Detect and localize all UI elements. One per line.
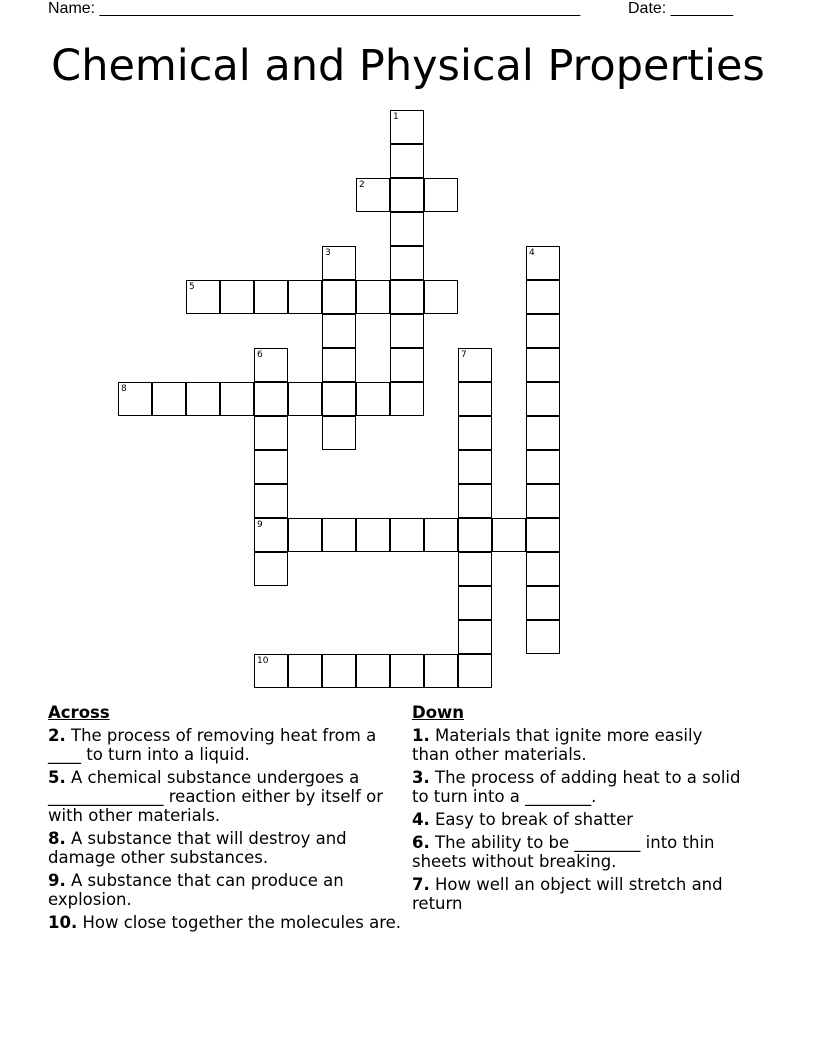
clue-number: 10. (48, 913, 78, 932)
cell-number: 2 (359, 180, 365, 190)
crossword-cell[interactable] (526, 552, 560, 586)
crossword-cell[interactable] (458, 348, 492, 382)
crossword-cell[interactable] (254, 654, 288, 688)
clue-number: 6. (412, 833, 430, 852)
crossword-cell[interactable] (390, 280, 424, 314)
crossword-cell[interactable] (152, 382, 186, 416)
crossword-cell[interactable] (526, 484, 560, 518)
crossword-cell[interactable] (254, 280, 288, 314)
crossword-cell[interactable] (288, 518, 322, 552)
crossword-cell[interactable] (390, 348, 424, 382)
crossword-cell[interactable] (322, 280, 356, 314)
cell-number: 3 (325, 248, 331, 258)
crossword-cell[interactable] (288, 280, 322, 314)
crossword-cell[interactable] (526, 382, 560, 416)
crossword-cell[interactable] (526, 348, 560, 382)
crossword-cell[interactable] (322, 654, 356, 688)
cell-number: 1 (393, 112, 399, 122)
clue-number: 8. (48, 829, 66, 848)
crossword-cell[interactable] (424, 654, 458, 688)
crossword-cell[interactable] (322, 348, 356, 382)
crossword-cell[interactable] (458, 620, 492, 654)
clue-text: A substance that can produce an explosion. (48, 871, 344, 909)
clue-across (48, 829, 404, 867)
crossword-cell[interactable] (356, 518, 390, 552)
clue-text: A substance that will destroy and damage other substances. (48, 829, 347, 867)
down-heading: Down (412, 703, 465, 722)
clue-text: Easy to break of shatter (429, 810, 634, 829)
clue-text: The ability to be ________ into thin sheets without breaking. (412, 833, 715, 871)
crossword-cell[interactable] (424, 280, 458, 314)
crossword-cell[interactable] (526, 246, 560, 280)
date-label: Date: _______ (628, 0, 733, 17)
across-heading: Across (48, 703, 110, 722)
crossword-cell[interactable] (118, 382, 152, 416)
clue-down (412, 726, 742, 764)
clue-number: 9. (48, 871, 66, 890)
clue-text: The process of adding heat to a solid to turn into a ________. (412, 768, 741, 806)
crossword-cell[interactable] (424, 178, 458, 212)
crossword-cell[interactable] (492, 518, 526, 552)
crossword-cell[interactable] (424, 518, 458, 552)
clue-down (412, 875, 742, 913)
crossword-cell[interactable] (390, 382, 424, 416)
crossword-cell[interactable] (254, 552, 288, 586)
crossword-cell[interactable] (186, 382, 220, 416)
crossword-cell[interactable] (526, 450, 560, 484)
cell-number: 8 (121, 384, 127, 394)
crossword-cell[interactable] (322, 518, 356, 552)
crossword-cell[interactable] (458, 654, 492, 688)
crossword-cell[interactable] (526, 620, 560, 654)
crossword-cell[interactable] (458, 484, 492, 518)
crossword-cell[interactable] (288, 382, 322, 416)
clue-across (48, 871, 404, 909)
crossword-cell[interactable] (220, 280, 254, 314)
crossword-cell[interactable] (254, 382, 288, 416)
crossword-cell[interactable] (390, 314, 424, 348)
clue-down (412, 833, 742, 871)
down-clues (412, 700, 742, 917)
crossword-cell[interactable] (526, 416, 560, 450)
crossword-cell[interactable] (526, 518, 560, 552)
crossword-cell[interactable] (186, 280, 220, 314)
clue-number: 3. (412, 768, 430, 787)
cell-number: 10 (257, 656, 269, 666)
clue-text: How close together the molecules are. (77, 913, 402, 932)
clue-across (48, 768, 404, 825)
clue-across (48, 726, 404, 764)
clue-text: Materials that ignite more easily than other materials. (412, 726, 703, 764)
crossword-cell[interactable] (458, 416, 492, 450)
crossword-cell[interactable] (254, 348, 288, 382)
crossword-cell[interactable] (254, 416, 288, 450)
crossword-cell[interactable] (356, 382, 390, 416)
name-label: Name: ______________________________________________________ (48, 0, 581, 17)
cell-number: 5 (189, 282, 195, 292)
clue-number: 4. (412, 810, 430, 829)
crossword-cell[interactable] (288, 654, 322, 688)
crossword-cell[interactable] (390, 518, 424, 552)
crossword-cell[interactable] (526, 280, 560, 314)
crossword-cell[interactable] (526, 314, 560, 348)
across-clues (48, 700, 404, 936)
crossword-cell[interactable] (390, 246, 424, 280)
crossword-cell[interactable] (458, 586, 492, 620)
crossword-cell[interactable] (356, 654, 390, 688)
crossword-cell[interactable] (322, 314, 356, 348)
clue-text: The process of removing heat from a ____ to turn into a liquid. (48, 726, 377, 764)
crossword-cell[interactable] (356, 280, 390, 314)
crossword-cell[interactable] (458, 518, 492, 552)
crossword-cell[interactable] (526, 586, 560, 620)
crossword-cell[interactable] (390, 654, 424, 688)
clue-number: 2. (48, 726, 66, 745)
crossword-cell[interactable] (254, 450, 288, 484)
crossword-cell[interactable] (322, 246, 356, 280)
cell-number: 7 (461, 350, 467, 360)
crossword-cell[interactable] (390, 144, 424, 178)
crossword-cell[interactable] (356, 178, 390, 212)
page-title: Chemical and Physical Properties (51, 41, 765, 91)
clue-across (48, 913, 404, 932)
crossword-cell[interactable] (458, 450, 492, 484)
clue-down (412, 768, 742, 806)
crossword-cell[interactable] (390, 212, 424, 246)
crossword-cell[interactable] (390, 110, 424, 144)
crossword-cell[interactable] (220, 382, 254, 416)
crossword-cell[interactable] (322, 416, 356, 450)
cell-number: 4 (529, 248, 535, 258)
crossword-cell[interactable] (458, 382, 492, 416)
clue-text: A chemical substance undergoes a ______________ reaction either by itself or with other materials. (48, 768, 383, 825)
clue-number: 1. (412, 726, 430, 745)
crossword-cell[interactable] (322, 382, 356, 416)
clue-down (412, 810, 742, 829)
cell-number: 9 (257, 520, 263, 530)
clue-number: 5. (48, 768, 66, 787)
crossword-cell[interactable] (458, 552, 492, 586)
clue-text: How well an object will stretch and return (412, 875, 723, 913)
clue-number: 7. (412, 875, 430, 894)
cell-number: 6 (257, 350, 263, 360)
crossword-cell[interactable] (254, 484, 288, 518)
crossword-cell[interactable] (254, 518, 288, 552)
crossword-cell[interactable] (390, 178, 424, 212)
